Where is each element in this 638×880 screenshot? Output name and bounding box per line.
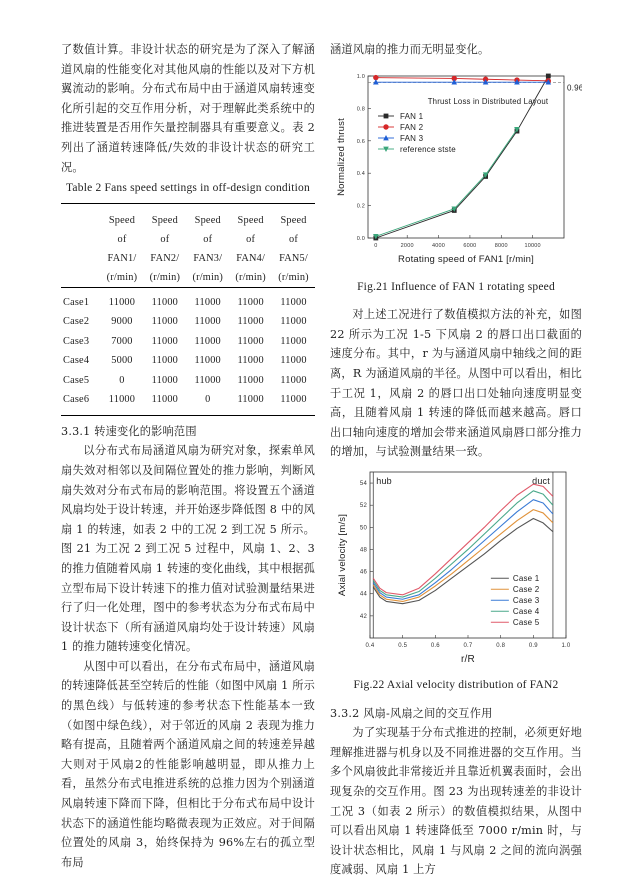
table-cell: 11000 [229,287,272,312]
legend-marker [384,113,389,118]
y-axis-label: Axial velocity [m/s] [337,513,348,597]
table-header-cell: of [160,233,170,245]
table-cell: 11000 [237,316,264,328]
y-axis-label: Normalized thrust [336,117,347,196]
legend-label: Case 4 [512,607,540,617]
table-header-cell: (r/min) [278,271,309,283]
x-tick-label: 6000 [463,242,477,249]
table-header-cell [61,230,101,249]
x-tick-label: 0.7 [463,642,473,649]
table-row [61,390,315,415]
y-tick-label: 52 [359,503,367,510]
right-column [330,40,582,880]
right-paragraph-2: 对上述工况进行了数值模拟方法的补充，如图 22 所示为工况 1-5 下风扇 2 的唇口出口截面的速度分布。其中，r 为与涵道风扇中轴线之间的距离，R 为涵道风扇的半径。从图中可以看出，相比于工况 1，风扇 2 的唇口出口处轴向速度明显变高，且随着风扇 1 转速的降低而越来越高。唇口出口轴向速度的增加会带来涵道风扇唇口部分推力的增加，与试验测量结果一致。 [330,308,582,459]
table-header-cell: of [246,233,256,245]
table-cell: 11000 [229,390,272,415]
section-heading-332: 3.3.2 风扇-风扇之间的交互作用 [330,706,493,720]
left-paragraph-3: 从图中可以看出，在分布式布局中，涵道风扇的转速降低甚至空转后的性能（如图中风扇 1 所示的黑色线）与低转速的参考状态下性能基本一致（如图中绿色线），对于邻近的风扇 2 表现为推力略有提高，且随着两个涵道风扇之间的转速差异越大则对于风扇2的性能影响越明显，即从推力上看，虽然分布式电推进系统的总推力因为个别涵道风扇转速下降而下降，但相比于分布式布局中设计状态下的涵道性能均略微表现为正效应。对于间隔位置处的风扇 3，始终保持为 96%左右的孤立型布局 [61,659,315,869]
x-tick-label: 2000 [400,242,414,249]
table-header-cell: (r/min) [106,271,138,283]
x-tick-label: 4000 [432,242,446,249]
annotation-096: 0.96 [567,83,582,93]
left-paragraph-1: 了数值计算。非设计状态的研究是为了深入了解涵道风扇的性能变化对其他风扇的性能以及对下方机翼流动的影响。分布式布局中由于涵道风扇转速变化所引起的交互作用分析，对于理解此类系统中的推进装置是否用作矢量控制器具有重要意义。表 2 列出了涵道转速降低/失效的非设计状态的研究工况。 [61,43,315,174]
fig22-caption: Fig.22 Axial velocity distribution of FAN2 [353,678,559,691]
table-header-row [61,268,315,288]
table-case-label: Case6 [61,390,101,415]
table-cell: 11000 [194,316,221,328]
table-case-label: Case1 [61,287,101,312]
y-tick-label: 46 [359,569,367,576]
table-cell: 11000 [101,390,144,415]
x-tick-label: 1.0 [561,642,571,649]
table-cell: 11000 [151,335,179,347]
table-header-cell: Speed [143,203,186,230]
table-cell: 11000 [194,374,221,386]
table-row [61,351,315,371]
table-header-cell [61,268,101,288]
legend-label: Case 1 [512,574,540,584]
y-tick-label: 42 [359,613,367,620]
table-header-cell: Speed [101,203,144,230]
y-tick-label: 0.6 [356,138,365,145]
legend-label: FAN 1 [400,111,424,121]
table-case-label: Case5 [63,374,90,386]
y-tick-label: 0.2 [356,203,365,210]
x-tick-label: 0.9 [528,642,538,649]
legend-label: reference stste [400,144,456,154]
fig21-chart [330,68,582,276]
table-header-cell: Speed [229,203,272,230]
table-row [61,332,315,352]
table-row [61,287,315,312]
table-cell: 11000 [272,287,315,312]
table-cell: 11000 [272,390,315,415]
y-tick-label: 44 [359,591,367,598]
table-cell: 11000 [194,355,221,367]
table-header-cell: of [289,233,299,245]
fig22-chart [330,468,582,672]
table-header-cell: of [203,233,213,245]
legend-label: Case 5 [512,618,540,628]
y-tick-label: 0.8 [356,105,365,112]
table-header-cell: (r/min) [192,271,224,283]
y-tick-label: 48 [359,547,367,554]
table-header-cell: of [117,233,127,245]
section-heading-331: 3.3.1 转速变化的影响范围 [61,424,197,438]
table-header-row [61,249,315,268]
left-paragraph-2: 以分布式布局涵道风扇为研究对象，探索单风扇失效对相邻以及间隔位置处的推力影响，判断风扇失效对分布式布局的影响范围。将设置五个涵道风扇均处于设计转速，并开始逐步降低图 8 中的风扇 1 的转速，如表 2 中的工况 2 到工况 5 所示。图 21 为工况 2 到工况 5 过程中，风扇 1、2、3 的推力值随着风扇 1 转速的变化曲线，其中根据孤立型布局下设计转速下的推力值对试验测量结果进行了归一化处理，图中的参考状态为分布式布局中设计状态下（所有涵道风扇均处于设计转速）风扇 1 的推力随转速变化情况。 [61,444,315,654]
x-axis-label: r/R [461,653,475,665]
table-header-cell [61,249,101,268]
figure-22 [330,468,582,672]
x-tick-label: 0.8 [496,642,506,649]
table-header-cell: FAN1/ [107,252,137,264]
table-cell: 11000 [194,335,221,347]
table-cell: 11000 [186,287,229,312]
table-cell: 11000 [237,355,264,367]
table-cell: 11000 [143,287,186,312]
y-tick-label: 54 [359,481,367,488]
y-tick-label: 50 [359,525,367,532]
left-column [61,40,315,872]
table-caption: Table 2 Fans speed settings in off-design condition [66,182,310,195]
figure-21 [330,68,582,276]
table-header-row [61,203,315,230]
x-tick-label: 0.5 [398,642,408,649]
table-header-cell: Speed [186,203,229,230]
table-cell: 11000 [280,335,307,347]
duct-label: duct [532,475,550,486]
x-tick-label: 10000 [524,242,541,249]
table-header-row [61,230,315,249]
fig21-caption: Fig.21 Influence of FAN 1 rotating speed [357,280,555,293]
chart-title: Thrust Loss in Distributed Layout [427,96,549,106]
table-case-label: Case2 [63,316,90,328]
hub-label: hub [376,475,392,486]
table-cell: 11000 [237,374,264,386]
table-cell: 11000 [237,335,264,347]
table-cell: 11000 [101,287,144,312]
table-cell: 0 [119,374,125,386]
right-paragraph-1: 涵道风扇的推力而无明显变化。 [330,43,490,56]
table-header-cell: (r/min) [235,271,266,283]
legend-label: FAN 2 [400,122,424,132]
table-cell: 11000 [151,355,179,367]
data-point [546,73,551,78]
table-cell: 11000 [151,316,179,328]
table-header-cell: (r/min) [149,271,181,283]
table-header-cell [61,203,101,230]
y-tick-label: 0.4 [356,170,365,177]
legend-label: Case 3 [512,596,540,606]
table-row [61,312,315,332]
table-header-cell: FAN3/ [193,252,223,264]
table-cell: 11000 [143,390,186,415]
table-cell: 5000 [111,355,133,367]
table-header-cell: Speed [272,203,315,230]
table-cell: 0 [186,390,229,415]
table-header-cell: FAN4/ [236,252,266,264]
legend-marker [383,124,388,129]
right-paragraph-3: 为了实现基于分布式推进的控制，必须更好地理解推进器与机身以及不同推进器的交互作用。当多个风扇彼此非常接近并且靠近机翼表面时，会出现复杂的交互作用。图 23 为出现转速差的非设计工况 3（如表 2 所示）的数值模拟结果，从图中可以看出风扇 1 转速降低至 7000 r/min 时，与设计状态相比，风扇 1 与风扇 2 之间的流向涡强度减弱、风扇 1 上方 [330,726,582,877]
table-cell: 11000 [280,374,307,386]
x-tick-label: 0.6 [430,642,440,649]
table-row [61,371,315,391]
x-tick-label: 0 [374,242,378,249]
table-case-label: Case4 [63,355,90,367]
table-cell: 11000 [151,374,179,386]
x-axis-label: Rotating speed of FAN1 [r/min] [398,253,534,265]
legend-label: Case 2 [512,585,540,595]
fan-speed-table [61,203,315,416]
table-cell: 11000 [280,355,307,367]
table-cell: 7000 [111,335,133,347]
table-cell: 11000 [280,316,307,328]
table-header-cell: FAN5/ [279,252,308,264]
table-header-cell: FAN2/ [150,252,180,264]
legend-label: FAN 3 [400,133,424,143]
table-case-label: Case3 [63,335,90,347]
y-tick-label: 0.0 [356,235,365,242]
y-tick-label: 1.0 [356,73,365,80]
x-tick-label: 8000 [494,242,508,249]
x-tick-label: 0.4 [365,642,375,649]
table-cell: 9000 [111,316,133,328]
